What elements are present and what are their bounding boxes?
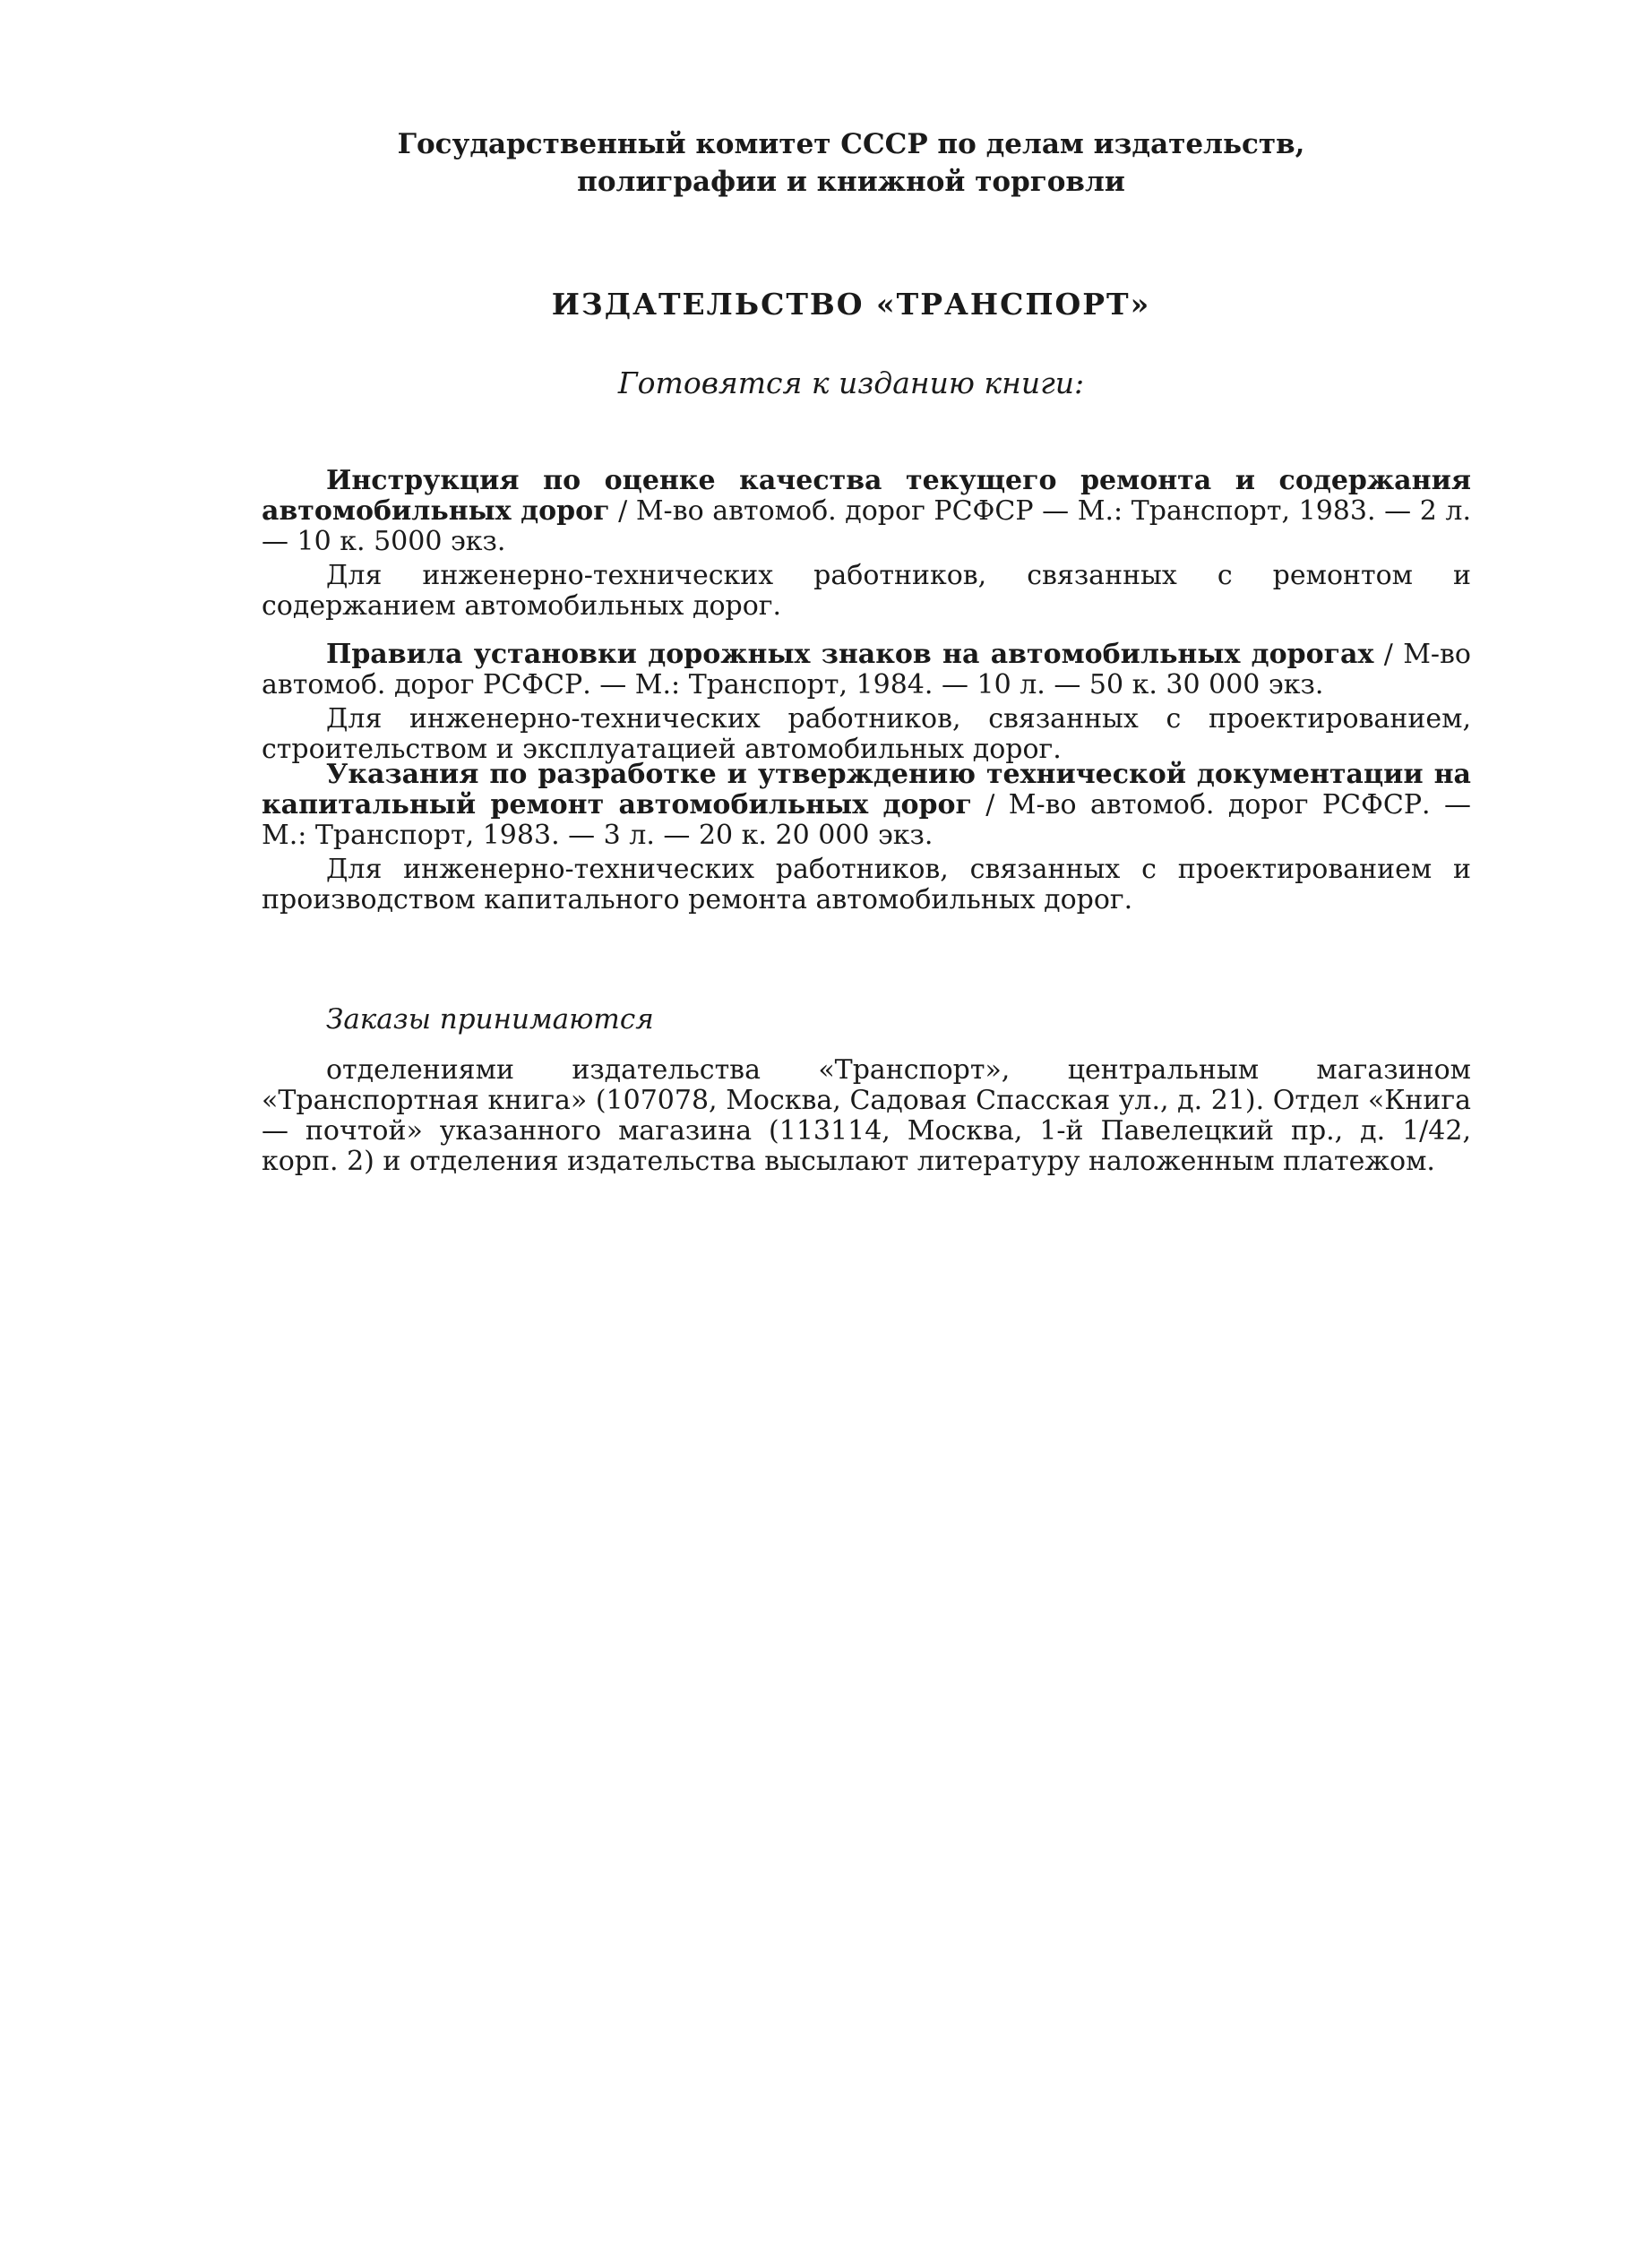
orders-paragraph: отделениями издательства «Транспорт», центральным магазином «Транспортная книга» (107078, Москва, Садовая Спасская ул., д. 21). Отдел «Книга — почтой» указанного магазина (113114, Москва, 1-й Павелецкий пр., д. 1/42, корп. 2) и отделения издательства высылают литературу наложенным платежом. (262, 1054, 1471, 1177)
book-citation (262, 760, 1471, 851)
book-title: Инструкция по оценке качества текущего ремонта и содержания автомобильных дорог (262, 465, 1471, 527)
book-citation (262, 640, 1471, 700)
book-audience: Для инженерно-технических работников, связанных с проектированием, строительством и эксплуатацией автомобильных дорог. (262, 703, 1471, 765)
book-audience: Для инженерно-технических работников, связанных с проектированием и производством капитального ремонта автомобильных дорог. (262, 854, 1471, 915)
orders-info (262, 1055, 1471, 1177)
forthcoming-books-heading: Готовятся к изданию книги: (617, 365, 1085, 400)
book-citation (262, 466, 1471, 557)
book-entry (262, 760, 1471, 915)
orders-heading: Заказы принимаются (326, 1003, 654, 1036)
committee-header-line-2: полиграфии и книжной торговли (577, 166, 1125, 198)
book-imprint: / М-во автомоб. дорог РСФСР. — М.: Транспорт, 1983. — 3 л. — 20 к. 20 000 экз. (262, 789, 1471, 851)
book-title: Правила установки дорожных знаков на автомобильных дорогах (326, 639, 1374, 670)
committee-header (269, 125, 1433, 201)
book-audience: Для инженерно-технических работников, связанных с ремонтом и содержанием автомобильных дорог. (262, 560, 1471, 622)
publisher-title: ИЗДАТЕЛЬСТВО «ТРАНСПОРТ» (551, 287, 1151, 322)
book-title: Указания по разработке и утверждению технической документации на капитальный ремонт автомобильных дорог (262, 759, 1471, 821)
book-imprint: / М-во автомоб. дорог РСФСР. — М.: Транспорт, 1984. — 10 л. — 50 к. 30 000 экз. (262, 639, 1471, 700)
book-entry (262, 466, 1471, 622)
book-entry (262, 640, 1471, 765)
committee-header-line-1: Государственный комитет СССР по делам издательств, (397, 128, 1305, 160)
book-imprint: / М-во автомоб. дорог РСФСР — М.: Транспорт, 1983. — 2 л. — 10 к. 5000 экз. (262, 495, 1471, 557)
